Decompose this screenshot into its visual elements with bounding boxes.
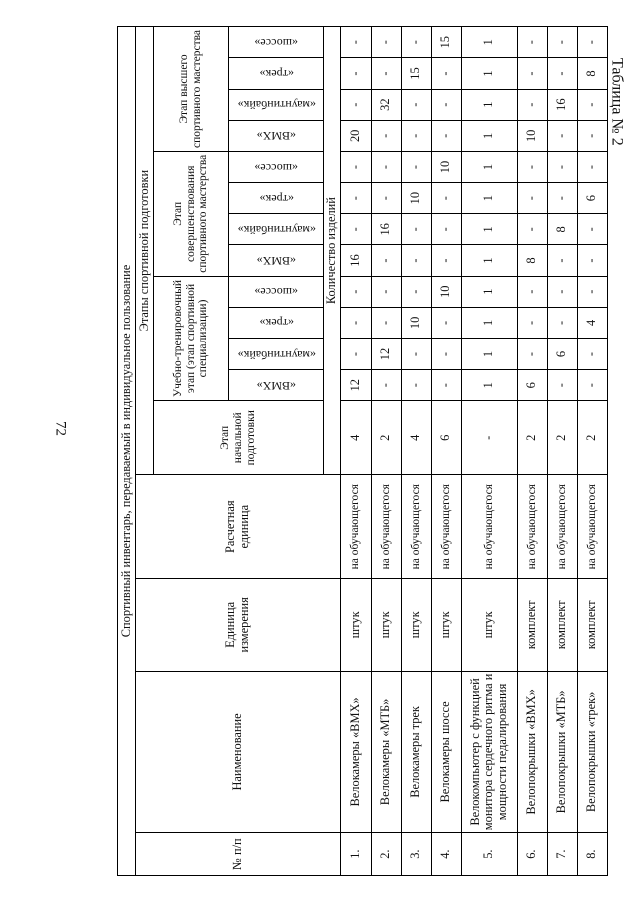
row-calc-unit: на обучающегося — [461, 475, 517, 579]
row-qty-improvement: - — [371, 183, 401, 214]
row-qty-highest: - — [401, 120, 431, 151]
row-name: Велокамеры трек — [401, 671, 431, 833]
header-stage-training: Учебно-тренировочный этап (этап спортивной специализации) — [154, 276, 229, 401]
row-qty-highest: - — [517, 27, 547, 58]
table-row — [461, 27, 517, 876]
row-qty-highest: 20 — [340, 120, 371, 151]
row-qty-highest: - — [517, 89, 547, 120]
row-qty-improvement: 1 — [461, 245, 517, 276]
row-qty-training: - — [401, 276, 431, 307]
row-qty-improvement: - — [577, 214, 607, 245]
row-qty-training: 10 — [401, 307, 431, 338]
row-qty-training: - — [431, 370, 461, 401]
row-qty-training: - — [431, 338, 461, 369]
row-qty-improvement: - — [340, 183, 371, 214]
header-quantity: Количество изделий — [324, 27, 341, 475]
row-qty-improvement: 8 — [517, 245, 547, 276]
row-qty-highest: 32 — [371, 89, 401, 120]
row-calc-unit: на обучающегося — [431, 475, 461, 579]
row-qty-improvement: - — [371, 151, 401, 182]
row-qty-training: - — [371, 370, 401, 401]
header-num: № п/п — [136, 833, 341, 876]
row-qty-highest: 10 — [517, 120, 547, 151]
table-row — [577, 27, 607, 876]
row-qty-improvement: - — [431, 245, 461, 276]
sub-header-cell: «шоссе» — [229, 27, 324, 58]
row-name: Велокамеры «МТБ» — [371, 671, 401, 833]
row-qty-improvement: - — [577, 245, 607, 276]
row-number: 3. — [401, 833, 431, 876]
header-unit: Единица измерения — [136, 579, 341, 671]
row-initial-qty: 2 — [577, 401, 607, 475]
row-qty-improvement: - — [340, 151, 371, 182]
row-qty-training: - — [517, 338, 547, 369]
row-qty-improvement: - — [371, 245, 401, 276]
row-qty-improvement: 16 — [371, 214, 401, 245]
header-stage-improvement: Этап совершенствования спортивного мастерства — [154, 151, 229, 276]
row-unit: штук — [431, 579, 461, 671]
sub-header-cell: «маунтинбайк» — [229, 89, 324, 120]
row-number: 5. — [461, 833, 517, 876]
row-qty-highest: 1 — [461, 27, 517, 58]
row-qty-training: 12 — [340, 370, 371, 401]
sub-header-cell: «шоссе» — [229, 151, 324, 182]
row-qty-improvement: 1 — [461, 183, 517, 214]
row-qty-highest: - — [547, 120, 577, 151]
equipment-table — [117, 26, 608, 876]
row-unit: комплект — [577, 579, 607, 671]
row-qty-training: - — [517, 276, 547, 307]
row-qty-training: 10 — [431, 276, 461, 307]
row-qty-improvement: 16 — [340, 245, 371, 276]
header-stage-highest: Этап высшего спортивного мастерства — [154, 27, 229, 152]
row-name: Велокомпьютер с функцией монитора сердечного ритма и мощности педалирования — [461, 671, 517, 833]
row-number: 6. — [517, 833, 547, 876]
row-name: Велопокрышки «ВМХ» — [517, 671, 547, 833]
table-title: Спортивный инвентарь, передаваемый в индивидуальное пользование — [118, 27, 136, 876]
row-qty-training: 1 — [461, 276, 517, 307]
row-qty-training: - — [401, 338, 431, 369]
row-qty-training: - — [547, 370, 577, 401]
row-qty-highest: 15 — [431, 27, 461, 58]
row-qty-training: - — [371, 276, 401, 307]
row-qty-training: 6 — [517, 370, 547, 401]
row-qty-training: 1 — [461, 307, 517, 338]
row-qty-highest: 16 — [547, 89, 577, 120]
sub-header-cell: «маунтинбайк» — [229, 338, 324, 369]
row-qty-training: - — [517, 307, 547, 338]
row-qty-improvement: - — [340, 214, 371, 245]
row-qty-highest: - — [577, 120, 607, 151]
page-number: 72 — [52, 421, 69, 436]
header-stages: Этапы спортивной подготовки — [136, 27, 154, 475]
table-row — [517, 27, 547, 876]
row-number: 8. — [577, 833, 607, 876]
row-qty-highest: 1 — [461, 58, 517, 89]
row-qty-training: 1 — [461, 370, 517, 401]
row-qty-highest: - — [577, 89, 607, 120]
row-qty-improvement: - — [547, 183, 577, 214]
row-qty-improvement: 1 — [461, 151, 517, 182]
row-unit: штук — [401, 579, 431, 671]
row-calc-unit: на обучающегося — [517, 475, 547, 579]
row-unit: комплект — [517, 579, 547, 671]
row-qty-improvement: 1 — [461, 214, 517, 245]
row-initial-qty: 4 — [340, 401, 371, 475]
sub-header-cell: «трек» — [229, 307, 324, 338]
row-name: Велокамеры шоссе — [431, 671, 461, 833]
sub-header-cell: «ВМХ» — [229, 245, 324, 276]
row-qty-training: - — [547, 276, 577, 307]
row-unit: штук — [461, 579, 517, 671]
row-qty-training: - — [431, 307, 461, 338]
row-qty-improvement: - — [431, 183, 461, 214]
row-qty-highest: 15 — [401, 58, 431, 89]
row-qty-highest: - — [371, 58, 401, 89]
row-qty-training: - — [371, 307, 401, 338]
row-calc-unit: на обучающегося — [401, 475, 431, 579]
row-qty-improvement: 10 — [431, 151, 461, 182]
table-row — [371, 27, 401, 876]
row-qty-training: - — [577, 338, 607, 369]
row-qty-improvement: - — [431, 214, 461, 245]
row-qty-training: - — [340, 307, 371, 338]
table-body — [340, 27, 607, 876]
row-qty-highest: - — [371, 120, 401, 151]
row-number: 1. — [340, 833, 371, 876]
row-qty-highest: - — [577, 27, 607, 58]
table-label: Таблица № 2 — [609, 58, 626, 146]
row-qty-highest: - — [340, 89, 371, 120]
row-qty-improvement: 6 — [577, 183, 607, 214]
header-calc-unit: Расчетная единица — [136, 475, 341, 579]
row-qty-training: - — [340, 276, 371, 307]
row-qty-improvement: - — [517, 151, 547, 182]
row-initial-qty: 4 — [401, 401, 431, 475]
row-qty-training: - — [547, 307, 577, 338]
row-calc-unit: на обучающегося — [340, 475, 371, 579]
table-row — [431, 27, 461, 876]
row-qty-highest: 1 — [461, 120, 517, 151]
row-qty-training: 12 — [371, 338, 401, 369]
row-qty-highest: - — [431, 120, 461, 151]
sub-header-cell: «маунтинбайк» — [229, 214, 324, 245]
row-unit: комплект — [547, 579, 577, 671]
row-calc-unit: на обучающегося — [547, 475, 577, 579]
row-qty-highest: - — [340, 27, 371, 58]
row-qty-training: 4 — [577, 307, 607, 338]
sub-header-cell: «трек» — [229, 183, 324, 214]
row-number: 2. — [371, 833, 401, 876]
row-name: Велопокрышки «МТБ» — [547, 671, 577, 833]
sub-header-cell: «ВМХ» — [229, 370, 324, 401]
row-initial-qty: 2 — [517, 401, 547, 475]
row-qty-improvement: 10 — [401, 183, 431, 214]
row-initial-qty: 2 — [371, 401, 401, 475]
row-qty-improvement: - — [401, 151, 431, 182]
row-initial-qty: - — [461, 401, 517, 475]
row-qty-improvement: - — [517, 214, 547, 245]
row-qty-improvement: - — [547, 245, 577, 276]
row-qty-highest: - — [401, 89, 431, 120]
row-unit: штук — [371, 579, 401, 671]
row-qty-highest: - — [340, 58, 371, 89]
row-number: 7. — [547, 833, 577, 876]
row-qty-training: 1 — [461, 338, 517, 369]
row-qty-highest: - — [431, 58, 461, 89]
header-name: Наименование — [136, 671, 341, 833]
table-row — [547, 27, 577, 876]
row-name: Велокамеры «ВМХ» — [340, 671, 371, 833]
row-name: Велопокрышки «трек» — [577, 671, 607, 833]
row-unit: штук — [340, 579, 371, 671]
row-qty-highest: - — [371, 27, 401, 58]
row-qty-highest: - — [401, 27, 431, 58]
row-qty-highest: 8 — [577, 58, 607, 89]
row-qty-highest: 1 — [461, 89, 517, 120]
row-qty-training: - — [577, 276, 607, 307]
row-qty-improvement: - — [401, 214, 431, 245]
row-qty-improvement: - — [577, 151, 607, 182]
row-qty-improvement: - — [547, 151, 577, 182]
row-qty-training: - — [401, 370, 431, 401]
row-initial-qty: 2 — [547, 401, 577, 475]
row-qty-training: - — [577, 370, 607, 401]
row-qty-improvement: 8 — [547, 214, 577, 245]
row-qty-improvement: - — [517, 183, 547, 214]
row-number: 4. — [431, 833, 461, 876]
row-qty-training: 6 — [547, 338, 577, 369]
header-stage-initial: Этап начальной подготовки — [154, 401, 324, 475]
table-row — [401, 27, 431, 876]
row-qty-highest: - — [547, 58, 577, 89]
row-qty-highest: - — [517, 58, 547, 89]
table-row — [340, 27, 371, 876]
sub-header-cell: «трек» — [229, 58, 324, 89]
row-qty-highest: - — [431, 89, 461, 120]
row-initial-qty: 6 — [431, 401, 461, 475]
row-qty-highest: - — [547, 27, 577, 58]
row-calc-unit: на обучающегося — [371, 475, 401, 579]
sub-header-cell: «шоссе» — [229, 276, 324, 307]
row-qty-training: - — [340, 338, 371, 369]
row-calc-unit: на обучающегося — [577, 475, 607, 579]
row-qty-improvement: - — [401, 245, 431, 276]
rotated-table-container — [117, 26, 599, 876]
sub-header-cell: «ВМХ» — [229, 120, 324, 151]
